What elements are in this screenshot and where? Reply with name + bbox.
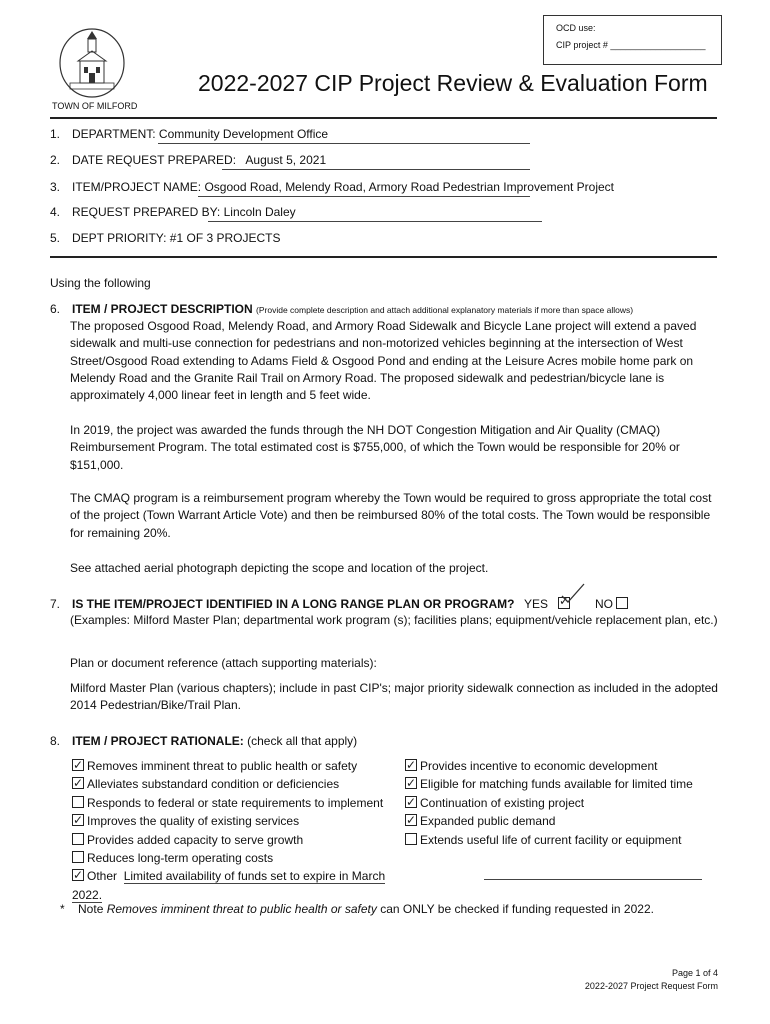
form-name: 2022-2027 Project Request Form [584,981,718,991]
rationale-item[interactable]: ✓Provides incentive to economic development [405,757,725,775]
rationale-checkbox[interactable] [72,869,84,881]
field-dept-priority: 5. DEPT PRIORITY: #1 OF 3 PROJECTS [50,231,281,245]
description-block-2 [70,422,720,474]
section-6-heading: 6. ITEM / PROJECT DESCRIPTION (Provide complete description and attach additional explanatory materials if more than space allows) [50,302,634,316]
rationale-checkbox[interactable] [72,796,84,808]
project-name-underline [198,196,530,197]
rationale-item[interactable]: ✓Expanded public demand [405,812,725,830]
section-7-examples: (Examples: Milford Master Plan; departmental work program (s); facilities plans; equipment/vehicle replacement plan, etc.) [70,613,718,627]
handwritten-check-icon [560,582,586,606]
rationale-item[interactable]: Responds to federal or state requirements to implement [72,794,402,812]
rationale-item[interactable]: Extends useful life of current facility or equipment [405,831,725,849]
date-value[interactable]: August 5, 2021 [245,153,327,167]
field-date: 2. DATE REQUEST PREPARED: August 5, 2021 [50,153,327,167]
ocd-use-label: OCD use: [556,23,596,33]
yes-option[interactable]: YES ✓ [524,597,573,611]
rationale-item[interactable]: ✓Removes imminent threat to public health or safety [72,757,402,775]
top-divider [50,117,717,119]
department-underline [158,143,530,144]
section-6-description [70,318,720,404]
description-paragraph-4: See attached aerial photograph depicting the scope and location of the project. [70,561,489,575]
rationale-checkbox[interactable] [72,833,84,845]
project-name-value[interactable]: Osgood Road, Melendy Road, Armory Road Pedestrian Improvement Project [204,180,615,194]
description-block-3 [70,490,720,542]
section-8-heading: 8. ITEM / PROJECT RATIONALE: (check all that apply) [50,734,358,748]
rationale-checkbox[interactable] [405,759,417,771]
rationale-left-column [72,757,402,904]
rationale-checkbox[interactable] [405,833,417,845]
rationale-item-other[interactable]: ✓Other Limited availability of funds set to expire in March 2022. [72,867,402,904]
rationale-checkbox[interactable] [405,796,417,808]
field-prepared-by: 4. REQUEST PREPARED BY: Lincoln Daley [50,205,296,219]
rationale-item[interactable]: ✓Improves the quality of existing services [72,812,402,830]
no-checkbox[interactable] [616,597,628,609]
field-department: 1. DEPARTMENT: Community Development Office [50,127,329,141]
town-label: TOWN OF MILFORD [52,101,138,111]
description-paragraph-2: In 2019, the project was awarded the funds through the NH DOT Congestion Mitigation and Air Quality (CMAQ) Reimbursement Program. The total estimated cost is $755,000, of which the Town would be responsible for 20% or $151,000. [70,423,680,472]
rationale-item[interactable]: ✓Eligible for matching funds available for limited time [405,775,725,793]
rationale-right-column [405,757,725,849]
field-project-name: 3. ITEM/PROJECT NAME: Osgood Road, Melendy Road, Armory Road Pedestrian Improvement Project [50,180,615,194]
prepared-by-value[interactable]: Lincoln Daley [223,205,296,219]
rationale-item[interactable]: Provides added capacity to serve growth [72,831,402,849]
description-block-4 [70,560,720,577]
rationale-checkbox[interactable] [72,814,84,826]
using-the-following: Using the following [50,276,151,290]
cip-project-number-field[interactable]: CIP project # ___________________ [556,40,706,50]
rationale-item[interactable]: ✓Alleviates substandard condition or deficiencies [72,775,402,793]
plan-reference-value[interactable]: Milford Master Plan (various chapters); include in past CIP's; major priority sidewalk connection as included in the adopted 2014 Pedestrian/Bike/Trail Plan. [70,681,718,713]
section-7-heading: 7. IS THE ITEM/PROJECT IDENTIFIED IN A LONG RANGE PLAN OR PROGRAM? [50,597,515,611]
ocd-use-box [543,15,722,65]
town-seal-logo [58,27,126,99]
page-number: Page 1 of 4 [671,968,718,978]
page-footer [585,967,718,993]
funding-note: * Note Removes imminent threat to public health or safety can ONLY be checked if funding requested in 2022. [60,902,654,916]
prepared-by-underline [208,221,542,222]
rationale-checkbox[interactable] [405,777,417,789]
rationale-item[interactable]: ✓Continuation of existing project [405,794,725,812]
description-paragraph-3: The CMAQ program is a reimbursement program whereby the Town would be required to gross appropriate the total cost of the project (Town Warrant Article Vote) and then be reimbursed 80% of the total costs. The Town would be responsible for remaining 20%. [70,491,712,540]
dept-priority-value[interactable]: DEPT PRIORITY: #1 OF 3 PROJECTS [72,231,281,245]
department-value[interactable]: Community Development Office [158,127,329,141]
other-reason-underline [484,879,702,880]
mid-divider [50,256,717,258]
date-underline [222,169,530,170]
rationale-checkbox[interactable] [72,777,84,789]
no-option[interactable]: NO [595,597,631,611]
rationale-item[interactable]: Reduces long-term operating costs [72,849,402,867]
rationale-checkbox[interactable] [72,851,84,863]
rationale-checkbox[interactable] [405,814,417,826]
rationale-checkbox[interactable] [72,759,84,771]
description-paragraph-1: The proposed Osgood Road, Melendy Road, and Armory Road Sidewalk and Bicycle Lane project will extend a paved sidewalk and multi-use connection for pedestrians and non-motorized vehicles beginning at the intersection of West Street/Osgood Road extending to Adams Field & Osgood Pond and ending at the Leisure Acres mobile home park on Melendy Road and the Granite Rail Trail on Armory Road. The proposed sidewalk and pedestrian/bicycle lane is approximately 4,000 linear feet in length and 5 feet wide. [70,319,697,403]
plan-reference-label: Plan or document reference (attach supporting materials): [70,656,377,670]
page-title: 2022-2027 CIP Project Review & Evaluation Form [198,70,708,96]
other-reason-value[interactable]: Limited availability of funds set to expire in March 2022. [72,869,386,902]
